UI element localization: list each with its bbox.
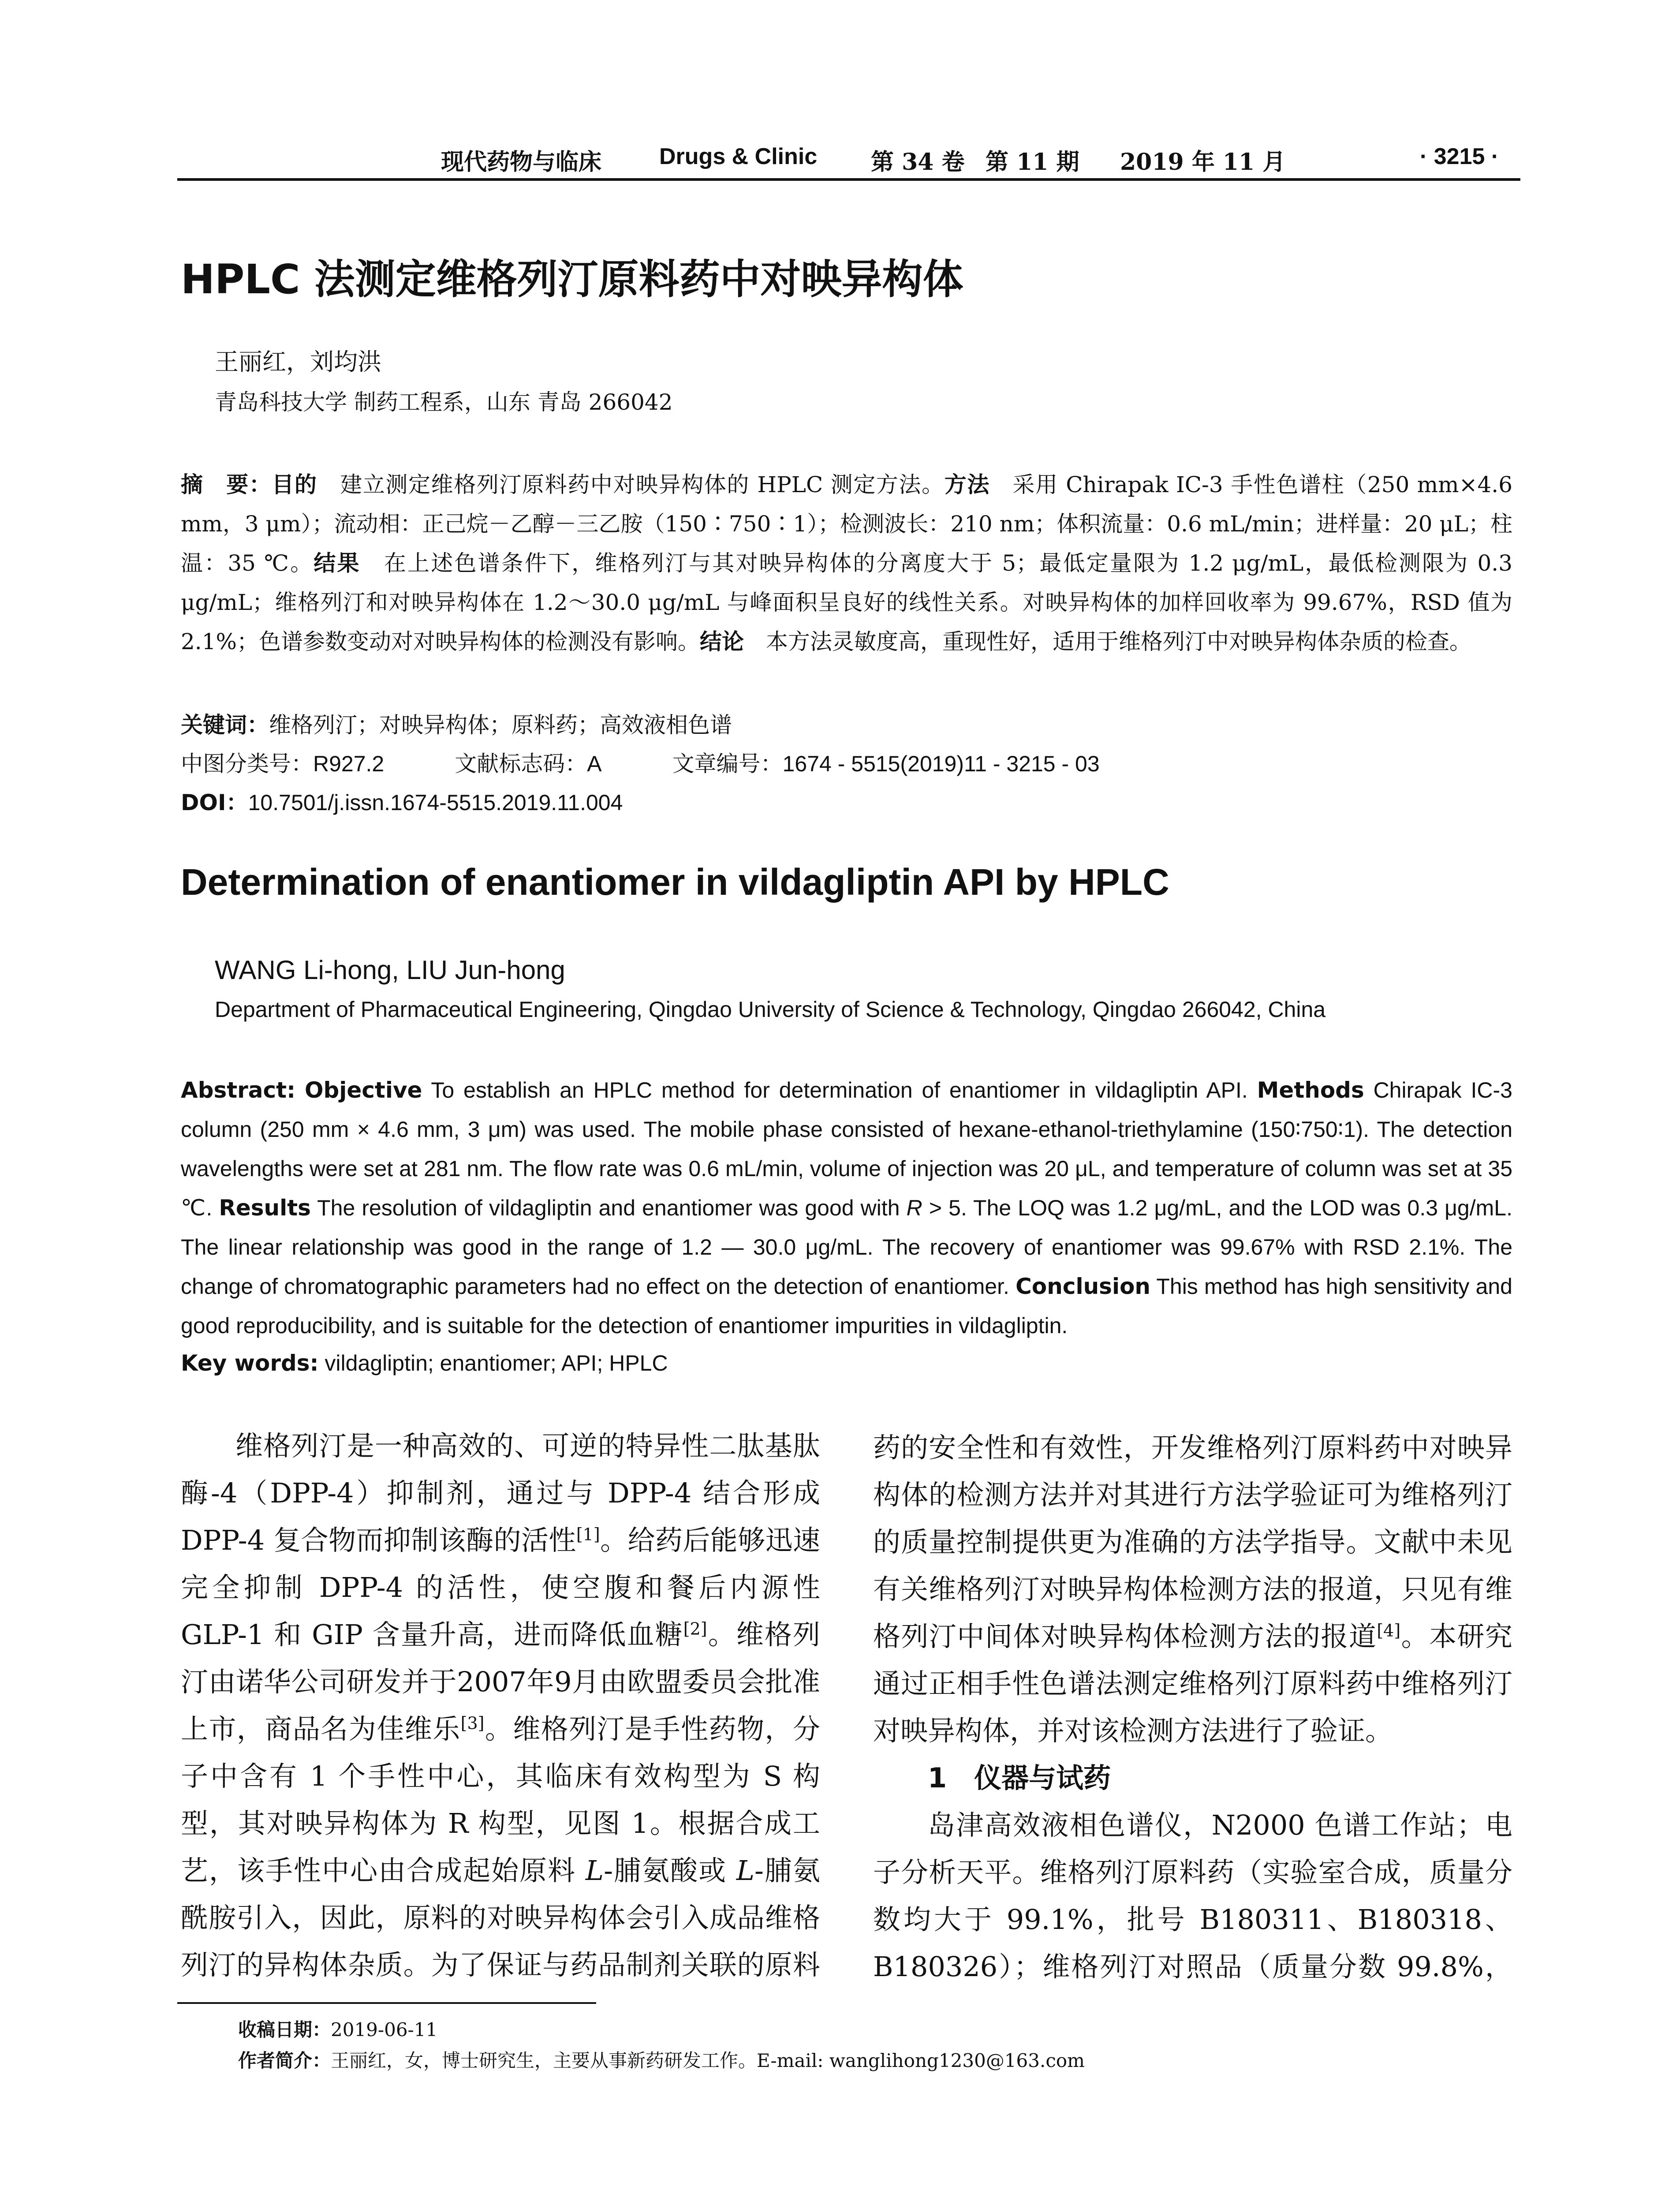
abstract-en-results-b: > 5. The LOQ was 1.2 μg/mL, and the LOD was 0.3 μg/mL. The linear relationship was good in the range of 1.2 — 30.0 μg/mL. The recovery of enantiomer was 99.67% with RSD 2.1%. The change of chromatographic parameters had no effect on the detection of enantiomer. (181, 1196, 1512, 1299)
body-column-right (873, 1422, 1512, 1987)
abstract-cn-label: 摘 要： (181, 472, 272, 497)
affiliation-cn: 青岛科技大学 制药工程系，山东 青岛 266042 (215, 389, 673, 415)
authors-en: WANG Li-hong, LIU Jun-hong (215, 955, 565, 985)
header-page-number: · 3215 · (1420, 144, 1499, 169)
abstract-en (181, 1071, 1512, 1345)
abstract-cn-objective-label: 目的 (272, 472, 317, 497)
intro-text-4c-cont: 药的安全性和有效性，开发维格列汀原料药中对映异构体的检测方法并对其进行方法学验证可为维格列汀的质量控制提供更为准确的方法学指导。文献中未见有关维格列汀对映异构体检测方法的报道，只见有维格列汀中间体对映异构体检测方法的报道 (873, 1431, 1512, 1652)
header-journal-cn: 现代药物与临床 (441, 149, 602, 176)
abstract-cn-methods-label: 方法 (944, 472, 990, 497)
header-volume: 第 34 卷 (871, 149, 965, 176)
citation-4-cont[interactable]: [4] (1377, 1621, 1401, 1641)
intro-text-4c: -脯氨酰胺引入，因此，原料的对映异构体会引入成品维格列汀的异构体杂质。为了保证与药品制剂关联的原料 (181, 1854, 820, 1981)
doi-label: DOI： (181, 790, 248, 815)
abstract-en-methods: Chirapak IC-3 column (250 mm × 4.6 mm, 3 μm) was used. The mobile phase consisted of hexane-ethanol-triethylamine (150∶750∶1). The detection wavelengths were set at 281 nm. The flow rate was 0.6 mL/min, volume of injection was 20 μL, and temperature of column was set at 35 ℃. (181, 1078, 1512, 1220)
abstract-en-results-label: Results (219, 1195, 311, 1221)
intro-text-5-cont: 。本研究通过正相手性色谱法测定维格列汀原料药中维格列汀对映异构体，并对该检测方法进行了验证。 (873, 1620, 1512, 1747)
abstract-cn-results-label: 结果 (314, 550, 361, 576)
right-column-flow (873, 1422, 1512, 1987)
abstract-en-objective: To establish an HPLC method for determination of enantiomer in vildagliptin API. (422, 1078, 1248, 1102)
citation-1[interactable]: [1] (576, 1525, 600, 1544)
abstract-cn-conclusion-label: 结论 (700, 629, 744, 654)
body-column-left (181, 1422, 820, 1987)
article-number: 文章编号：1674 - 5515(2019)11 - 3215 - 03 (672, 751, 1100, 776)
abstract-cn-methods: 采用 Chirapak IC-3 手性色谱柱（250 mm×4.6 mm，3 μm）；流动相：正己烷－乙醇－三乙胺（150∶750∶1）；检测波长：210 nm；体积流量：0.6 mL/min；进样量：20 μL；柱温：35 ℃。 (181, 472, 1513, 576)
document-code: 文献标志码：A (455, 751, 602, 776)
abstract-cn (181, 465, 1512, 662)
abstract-en-conclusion-label: Conclusion (1015, 1274, 1151, 1299)
intro-italic-l1: L (585, 1854, 604, 1887)
affiliation-en: Department of Pharmaceutical Engineering, Qingdao University of Science & Technology, Qingdao 266042, China (215, 997, 1326, 1022)
citation-2[interactable]: [2] (683, 1619, 707, 1639)
footnote-rule (177, 2002, 596, 2004)
intro-text-3: 。维格列汀由诺华公司研发并于2007年9月由欧盟委员会批准上市，商品名为佳维乐 (181, 1618, 820, 1745)
keywords-cn (181, 707, 732, 739)
doi-line (181, 785, 623, 817)
doi-value[interactable]: 10.7501/j.issn.1674-5515.2019.11.004 (248, 790, 623, 815)
intro-paragraph-continued (873, 1422, 1512, 1754)
header-issue: 第 11 期 (986, 149, 1079, 176)
section-1-paragraph: 岛津高效液相色谱仪，N2000 色谱工作站；电子分析天平。维格列汀原料药（实验室合成，质量分数均大于 99.1%，批号 B180311、B180318、B180326）；维格列汀对照品（质量分数 99.8%， (873, 1809, 1512, 1983)
header-rule (177, 178, 1520, 181)
abstract-en-label: Abstract: (181, 1077, 296, 1103)
clc-number: 中图分类号：R927.2 (181, 751, 385, 776)
keywords-cn-label: 关键词： (181, 712, 269, 738)
author-bio: 王丽红，女，博士研究生，主要从事新药研发工作。E-mail: wanglihong1230@163.com (331, 2050, 1085, 2071)
title-cn: HPLC 法测定维格列汀原料药中对映异构体 (181, 256, 963, 303)
keywords-en (181, 1350, 668, 1376)
abstract-cn-results: 在上述色谱条件下，维格列汀与其对映异构体的分离度大于 5；最低定量限为 1.2 μg/mL，最低检测限为 0.3 μg/mL；维格列汀和对映异构体在 1.2～30.0 μg/mL 与峰面积呈良好的线性关系。对映异构体的加样回收率为 99.67%，RSD 值为 2.1%；色谱参数变动对对映异构体的检测没有影响。 (181, 550, 1513, 654)
footnote-author (238, 2046, 1085, 2073)
footnote-received (238, 2015, 437, 2042)
header-journal-en: Drugs & Clinic (659, 144, 818, 169)
citation-3[interactable]: [3] (460, 1713, 485, 1733)
intro-text-4b: -脯氨酸或 (604, 1854, 736, 1887)
abstract-cn-conclusion: 本方法灵敏度高，重现性好，适用于维格列汀中对映异构体杂质的检查。 (744, 629, 1472, 654)
keywords-en-label: Key words: (181, 1350, 319, 1376)
title-en: Determination of enantiomer in vildagliptin API by HPLC (181, 861, 1169, 903)
classification-line (181, 746, 1170, 778)
keywords-en-text: vildagliptin; enantiomer; API; HPLC (318, 1351, 668, 1375)
abstract-en-results-a: The resolution of vildagliptin and enantiomer was good with (310, 1196, 907, 1220)
intro-paragraph (181, 1422, 820, 1987)
abstract-en-conclusion: This method has high sensitivity and good reproducibility, and is suitable for the detection of enantiomer impurities in vildagliptin. (181, 1274, 1512, 1338)
intro-italic-l2: L (736, 1854, 755, 1887)
authors-cn: 王丽红，刘均洪 (215, 348, 381, 376)
received-label: 收稿日期： (238, 2019, 331, 2041)
abstract-en-objective-label: Objective (304, 1077, 422, 1103)
section-heading-1: 1 仪器与试药 (928, 1762, 1111, 1794)
abstract-en-results-r: R (906, 1196, 922, 1220)
intro-text-2: 。给药后能够迅速完全抑制 DPP-4 的活性，使空腹和餐后内源性 GLP-1 和 GIP 含量升高，进而降低血糖 (181, 1524, 820, 1651)
header-date: 2019 年 11 月 (1120, 149, 1286, 176)
abstract-en-methods-label: Methods (1257, 1077, 1364, 1103)
author-bio-label: 作者简介： (238, 2050, 331, 2071)
abstract-cn-objective: 建立测定维格列汀原料药中对映异构体的 HPLC 测定方法。 (317, 472, 945, 497)
received-date: 2019-06-11 (331, 2019, 438, 2041)
keywords-cn-text: 维格列汀；对映异构体；原料药；高效液相色谱 (269, 712, 732, 738)
intro-text-1: 维格列汀是一种高效的、可逆的特异性二肽基肽酶-4（DPP-4）抑制剂，通过与 DPP-4 结合形成 DPP-4 复合物而抑制该酶的活性 (181, 1430, 820, 1556)
intro-text-4a: 。维格列汀是手性药物，分子中含有 1 个手性中心，其临床有效构型为 S 构型，其对映异构体为 R 构型，见图 1。根据合成工艺，该手性中心由合成起始原料 (181, 1713, 820, 1887)
